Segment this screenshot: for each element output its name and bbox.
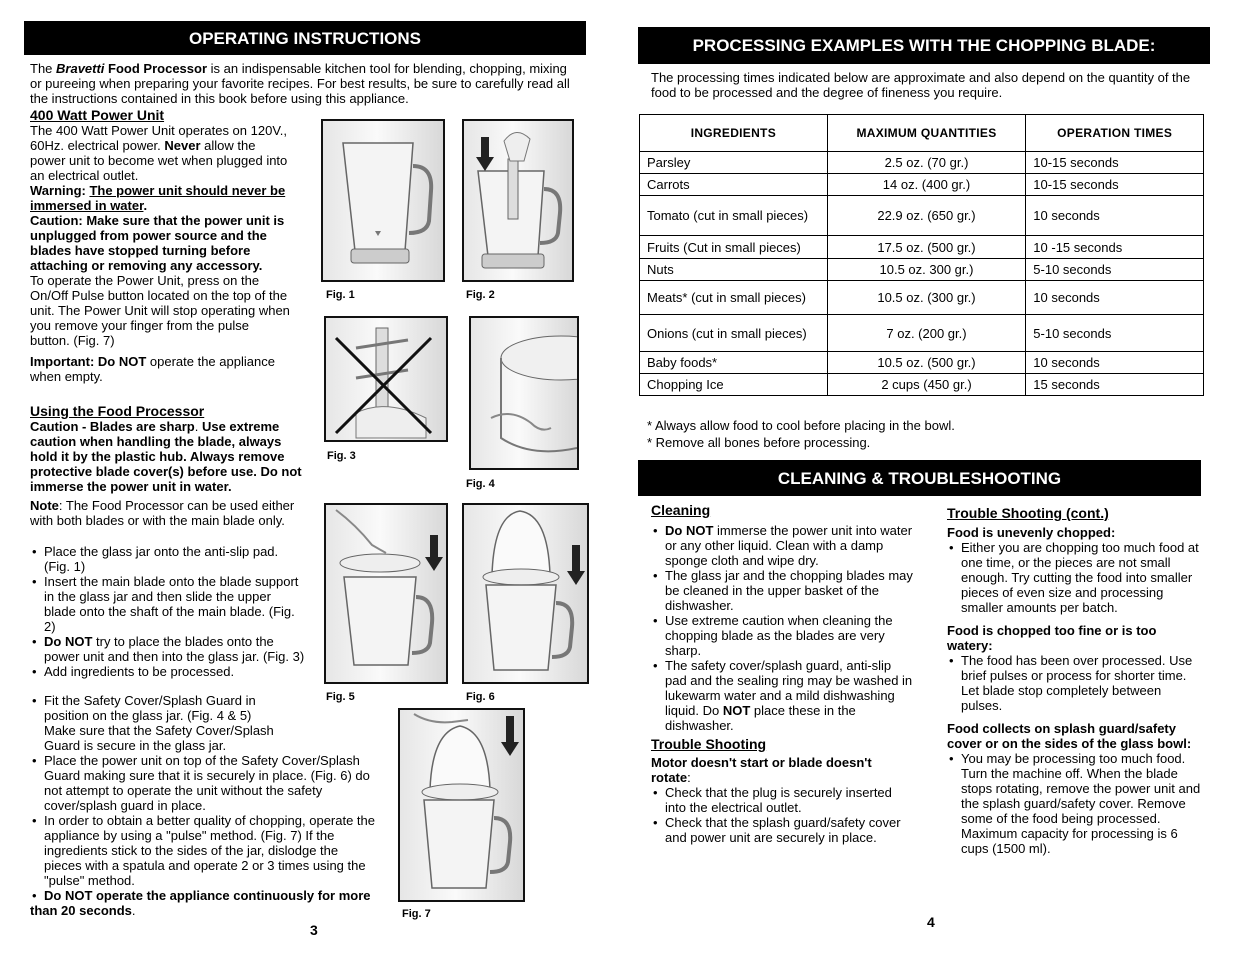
- caution-paragraph: Caution: Make sure that the power unit is unplugged from power source and the blades have stopped turning before attaching or removing any accessory.: [30, 213, 285, 273]
- notes: [647, 418, 1187, 450]
- banner-title: OPERATING INSTRUCTIONS: [188, 28, 422, 48]
- cell-ingredient: Onions (cut in small pieces): [640, 315, 828, 352]
- pulse-operation-icon: [400, 710, 523, 900]
- cell-operation-time: 10 seconds: [1026, 352, 1204, 374]
- intro-text-1: The: [30, 61, 57, 76]
- blender-jar-icon: [323, 121, 443, 280]
- cell-operation-time: 10 -15 seconds: [1026, 236, 1204, 259]
- cell-max-quantity: 14 oz. (400 gr.): [827, 174, 1026, 196]
- trouble-list: [651, 785, 913, 845]
- note-cool: * Always allow food to cool before placing in the bowl.: [647, 418, 955, 433]
- cleaning-item-4-b: NOT: [722, 703, 751, 718]
- processing-table: [639, 114, 1204, 396]
- important-paragraph: [30, 354, 292, 384]
- using-heading: Using the Food Processor: [30, 403, 205, 419]
- step-1: • Place the glass jar onto the anti-slip pad. (Fig. 1): [30, 544, 305, 574]
- trouble-q1: [651, 755, 913, 785]
- step-8: [30, 888, 375, 918]
- figure-3-image: [324, 316, 448, 442]
- header-max-quantities: MAXIMUM QUANTITIES: [827, 115, 1026, 152]
- cleaning-item-4: [651, 658, 913, 733]
- trouble-cont-q3: Food collects on splash guard/safety cover or on the sides of the glass bowl:: [947, 721, 1192, 751]
- power-never: Never: [164, 138, 201, 153]
- intro-text-2: is an indispensable kitchen tool for blending, chopping, mixing or pureeing when preparing your favorite recipes. For best results, be sure to carefully read all the instructions contained in this book before using this appliance.: [30, 61, 570, 106]
- note-label: Note: [30, 498, 59, 513]
- processing-intro: The processing times indicated below are approximate and also depend on the quantity of the food to be processed and the degree of fineness you require.: [651, 70, 1191, 100]
- step-3: [30, 634, 305, 664]
- figure-4-image: [469, 316, 579, 470]
- cell-max-quantity: 10.5 oz. (500 gr.): [827, 352, 1026, 374]
- cleaning-list: [651, 523, 913, 733]
- step-3-bold: Do NOT: [44, 634, 93, 649]
- cell-max-quantity: 7 oz. (200 gr.): [827, 315, 1026, 352]
- cell-max-quantity: 17.5 oz. (500 gr.): [827, 236, 1026, 259]
- table-row: [640, 281, 1204, 315]
- cell-max-quantity: 10.5 oz. (300 gr.): [827, 281, 1026, 315]
- blade-caution: [30, 419, 308, 494]
- cleaning-item-4-a: The safety cover/splash guard, anti-slip pad and the sealing ring may be washed in lukewarm water and a mild dishwashing liquid. Do: [665, 658, 913, 718]
- table-row: [640, 152, 1204, 174]
- banner-title-cleaning: CLEANING & TROUBLESHOOTING: [777, 468, 1062, 488]
- table-body: [640, 152, 1204, 396]
- cell-max-quantity: 22.9 oz. (650 gr.): [827, 196, 1026, 236]
- trouble-a1: • Check that the plug is securely inserted into the electrical outlet.: [651, 785, 913, 815]
- cell-ingredient: Parsley: [640, 152, 828, 174]
- warning-text: The power unit should never be immersed in water: [30, 183, 286, 213]
- trouble-cont-heading: Trouble Shooting (cont.): [947, 505, 1109, 521]
- step-3-text: try to place the blades onto the power unit and then into the glass jar. (Fig. 3): [44, 634, 305, 664]
- step-8-bold: Do NOT operate the appliance continuously for more than 20 seconds: [30, 888, 371, 918]
- step-4: • Add ingredients to be processed.: [30, 664, 305, 679]
- cleaning-item-1-text: immerse the power unit into water or any other liquid. Clean with a damp sponge cloth and wipe dry.: [665, 523, 913, 568]
- cell-ingredient: Fruits (Cut in small pieces): [640, 236, 828, 259]
- wrong-assembly-icon: [326, 318, 446, 440]
- header-ingredients: INGREDIENTS: [640, 115, 828, 152]
- table-row: [640, 315, 1204, 352]
- trouble-cont-q1: Food is unevenly chopped:: [947, 525, 1116, 540]
- table-row: [640, 174, 1204, 196]
- intro-paragraph: [30, 61, 580, 106]
- trouble-heading: Trouble Shooting: [651, 736, 767, 752]
- trouble-q1-text: Motor doesn't start or blade doesn't rotate: [651, 755, 872, 785]
- cleaning-heading: Cleaning: [651, 502, 711, 518]
- step-5-text: • Fit the Safety Cover/Splash Guard in position on the glass jar. (Fig. 4 & 5) Make sure that the Safety Cover/Splash Guard is secure in the glass jar.: [44, 693, 274, 753]
- insert-blade-icon: [464, 121, 572, 280]
- step-2: • Insert the main blade onto the blade support in the glass jar and then slide the upper blade onto the shaft of the main blade. (Fig. 2): [30, 574, 305, 634]
- warning-paragraph: [30, 183, 292, 213]
- fit-cover-icon: [326, 505, 446, 682]
- power-unit-section: [30, 108, 292, 384]
- note-bones: * Remove all bones before processing.: [647, 435, 871, 450]
- power-text-2: allow the power unit to become wet when plugged into an electrical outlet.: [30, 138, 288, 183]
- fig-7-caption: Fig. 7: [402, 908, 431, 920]
- operate-paragraph: To operate the Power Unit, press on the On/Off Pulse button located on the top of the unit. The Power Unit will stop operating when you remove your finger from the pulse button. (Fig. 7): [30, 273, 290, 348]
- brand-name: Bravetti: [56, 61, 105, 76]
- cell-ingredient: Baby foods*: [640, 352, 828, 374]
- warning-label: Warning:: [30, 183, 90, 198]
- table-row: [640, 259, 1204, 281]
- trouble-cont-list-1: [947, 540, 1205, 615]
- cleaning-item-4-c: place these in the dishwasher.: [665, 703, 856, 733]
- trouble-cont-a1: • Either you are chopping too much food at one time, or the pieces are not small enough. Try cutting the food into smaller pieces of even size and processing smaller amounts per batch.: [947, 540, 1205, 615]
- trouble-cont-list-2: [947, 653, 1205, 713]
- trouble-cont-q2: Food is chopped too fine or is too watery:: [947, 623, 1157, 653]
- fig-3-caption: Fig. 3: [327, 450, 356, 462]
- cell-operation-time: 10-15 seconds: [1026, 152, 1204, 174]
- table-row: [640, 236, 1204, 259]
- power-text-1: The 400 Watt Power Unit operates on 120V., 60Hz. electrical power.: [30, 123, 288, 153]
- cell-ingredient: Tomato (cut in small pieces): [640, 196, 828, 236]
- blade-caution-1: Caution - Blades are sharp: [30, 419, 195, 434]
- place-power-unit-icon: [464, 505, 587, 682]
- table-row: [640, 352, 1204, 374]
- processing-examples-banner: [638, 27, 1210, 64]
- cell-max-quantity: 10.5 oz. 300 gr.): [827, 259, 1026, 281]
- table-header-row: [640, 115, 1204, 152]
- operating-instructions-banner: [24, 21, 586, 55]
- note-paragraph: [30, 498, 308, 528]
- step-6: • Place the power unit on top of the Safety Cover/Splash Guard making sure that it is securely in place. (Fig. 6) do not attempt to operate the unit without the safety cover/splash guard in place.: [30, 753, 375, 813]
- page-number-right: 4: [927, 914, 935, 930]
- cell-operation-time: 10 seconds: [1026, 196, 1204, 236]
- step-5: [30, 693, 375, 753]
- steps-list-b: [30, 693, 375, 918]
- cell-max-quantity: 2 cups (450 gr.): [827, 374, 1026, 396]
- important-text: operate the appliance when empty.: [30, 354, 275, 384]
- page-number-left: 3: [310, 922, 318, 938]
- fig-2-caption: Fig. 2: [466, 289, 495, 301]
- splash-guard-icon: [471, 318, 577, 468]
- cell-max-quantity: 2.5 oz. (70 gr.): [827, 152, 1026, 174]
- figure-7-image: [398, 708, 525, 902]
- cell-ingredient: Meats* (cut in small pieces): [640, 281, 828, 315]
- fig-6-caption: Fig. 6: [466, 691, 495, 703]
- cleaning-item-3: • Use extreme caution when cleaning the chopping blade as the blades are very sharp.: [651, 613, 913, 658]
- cell-operation-time: 5-10 seconds: [1026, 315, 1204, 352]
- fig-5-caption: Fig. 5: [326, 691, 355, 703]
- trouble-q1-end: :: [687, 770, 691, 785]
- cell-ingredient: Nuts: [640, 259, 828, 281]
- table-row: [640, 374, 1204, 396]
- power-unit-heading: 400 Watt Power Unit: [30, 107, 165, 123]
- power-unit-paragraph: [30, 123, 292, 183]
- trouble-cont-a2: • The food has been over processed. Use brief pulses or process for shorter time. Let blade stop completely between pulses.: [947, 653, 1205, 713]
- fig-1-caption: Fig. 1: [326, 289, 355, 301]
- figure-2-image: [462, 119, 574, 282]
- cell-ingredient: Chopping Ice: [640, 374, 828, 396]
- product-name: Food Processor: [104, 61, 208, 76]
- header-operation-times: OPERATION TIMES: [1026, 115, 1204, 152]
- note-text: : The Food Processor can be used either with both blades or with the main blade only.: [30, 498, 295, 528]
- trouble-cont-a3: • You may be processing too much food. Turn the machine off. When the blade stops rotating, remove the power unit and the splash guard/safety cover. Remove some of the food being processed. Maximum capacity for processing is 6 cups (1500 ml).: [947, 751, 1205, 856]
- steps-list-a: [30, 544, 305, 679]
- using-section: [30, 404, 308, 528]
- cleaning-banner: [638, 460, 1201, 496]
- table-row: [640, 196, 1204, 236]
- cleaning-item-1: [651, 523, 913, 568]
- cell-operation-time: 10-15 seconds: [1026, 174, 1204, 196]
- blade-caution-2: .: [194, 419, 202, 434]
- blade-caution-3: Use extreme caution when handling the blade, always hold it by the plastic hub. Always remove protective blade cover(s) before use. Do not immerse the power unit in water.: [30, 419, 302, 494]
- trouble-cont-section: [947, 506, 1205, 856]
- banner-title-processing: PROCESSING EXAMPLES WITH THE CHOPPING BLADE:: [692, 36, 1156, 55]
- cell-ingredient: Carrots: [640, 174, 828, 196]
- trouble-cont-list-3: [947, 751, 1205, 856]
- figure-1-image: [321, 119, 445, 282]
- step-8-end: .: [131, 903, 136, 918]
- warning-end: .: [143, 198, 148, 213]
- cell-operation-time: 5-10 seconds: [1026, 259, 1204, 281]
- cleaning-item-2: • The glass jar and the chopping blades may be cleaned in the upper basket of the dishwasher.: [651, 568, 913, 613]
- cleaning-item-1-bold: Do NOT: [665, 523, 714, 538]
- trouble-a2: • Check that the splash guard/safety cover and power unit are securely in place.: [651, 815, 913, 845]
- fig-4-caption: Fig. 4: [466, 478, 495, 490]
- important-label: Important: Do NOT: [30, 354, 147, 369]
- cell-operation-time: 15 seconds: [1026, 374, 1204, 396]
- figure-6-image: [462, 503, 589, 684]
- step-7: • In order to obtain a better quality of chopping, operate the appliance by using a "pulse" method. (Fig. 7) If the ingredients stick to the sides of the jar, dislodge the pieces with a spatula and operate 2 or 3 times using the "pulse" method.: [30, 813, 375, 888]
- figure-5-image: [324, 503, 448, 684]
- cell-operation-time: 10 seconds: [1026, 281, 1204, 315]
- cleaning-section: [651, 503, 913, 845]
